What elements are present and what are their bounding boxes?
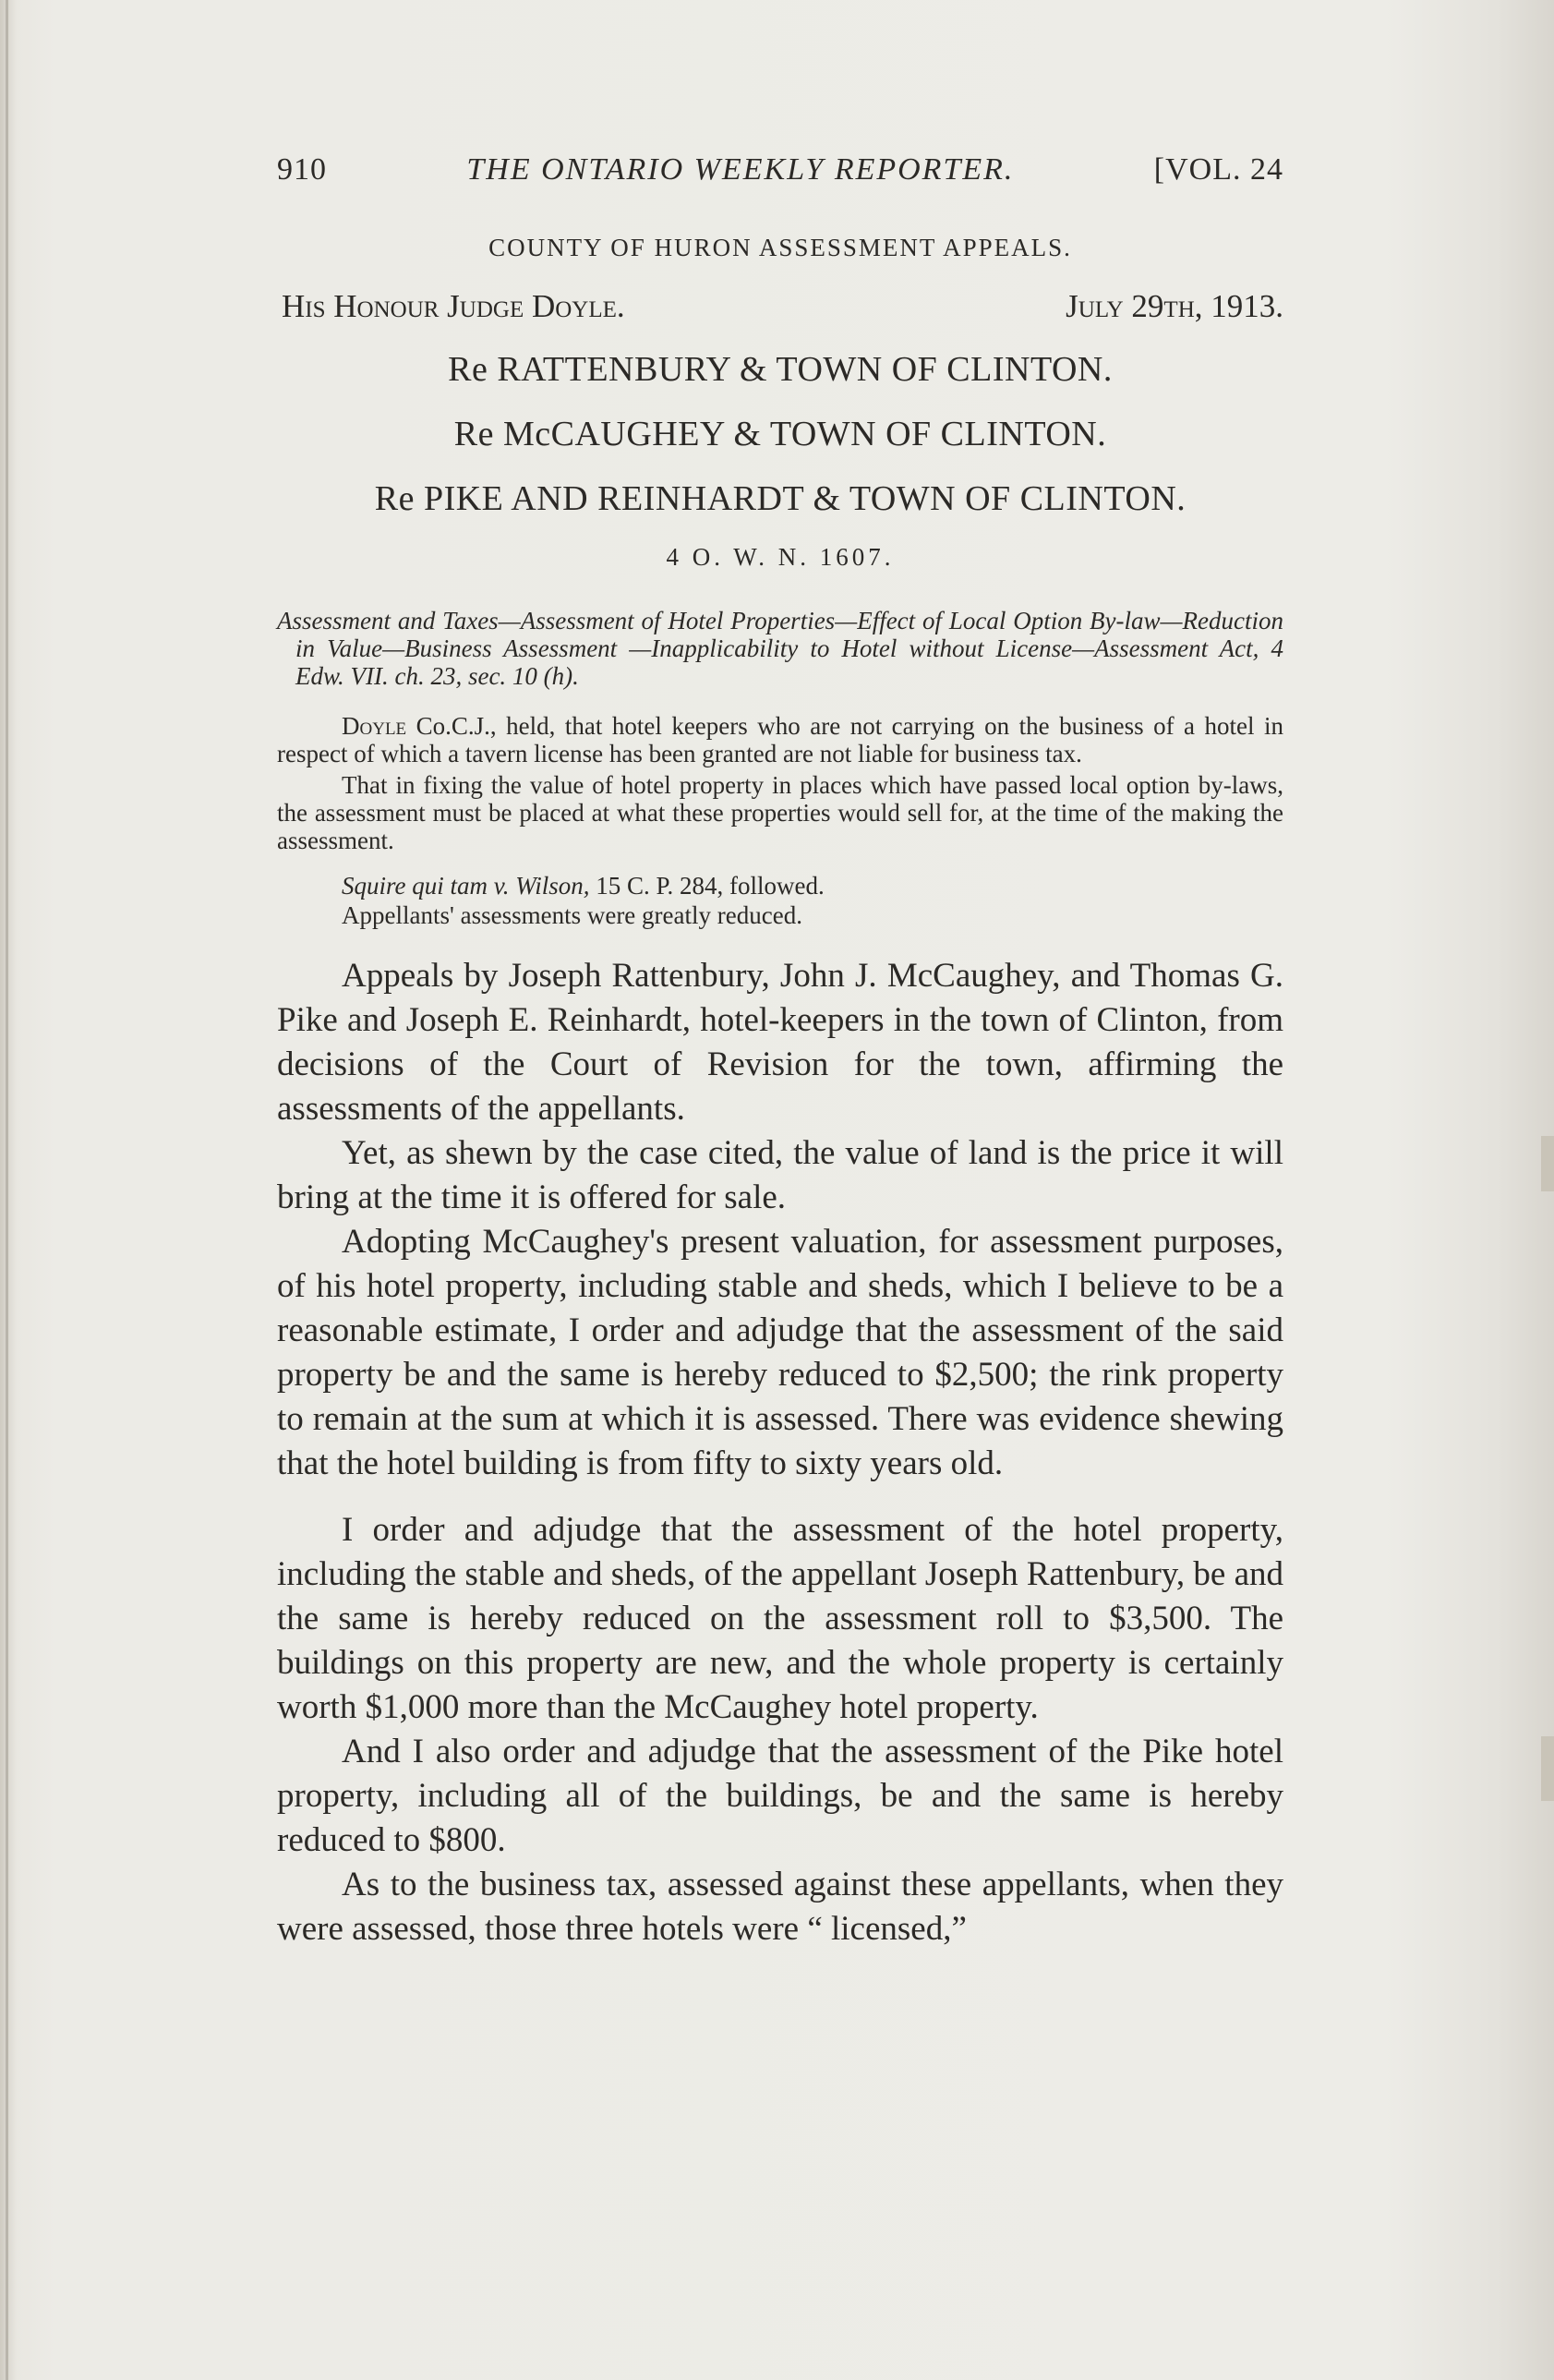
authority-case-cite: 15 C. P. 284, followed. [589, 872, 825, 900]
judge-name: His Honour Judge Doyle. [282, 288, 625, 324]
court-heading: COUNTY OF HURON ASSESSMENT APPEALS. [488, 234, 1072, 261]
judgment-body [277, 954, 1283, 1951]
case-title: Re McCAUGHEY & TOWN OF CLINTON. [453, 415, 1107, 453]
holding-judge: Doyle [342, 712, 407, 740]
page-content [277, 152, 1283, 1951]
body-paragraph: As to the business tax, assessed against these appellants, when they were assessed, those three hotels were “ licensed,” [277, 1866, 1283, 1948]
holding-paragraph [277, 712, 1283, 767]
page-edge-mark [1541, 1136, 1554, 1191]
case-title: Re RATTENBURY & TOWN OF CLINTON. [448, 350, 1113, 389]
body-paragraph: Adopting McCaughey's present valuation, for assessment purposes, of his hotel property, including stable and sheds, which I believe to be a reasonable estimate, I order and adjudge that the assessment of the said property be and the same is hereby reduced to $2,500; the rink property to remain at the sum at which it is assessed. There was evidence shewing that the hotel building is from fifty to sixty years old. [277, 1223, 1283, 1482]
volume-label: [VOL. 24 [1153, 152, 1283, 187]
authority-result: Appellants' assessments were greatly reduced. [342, 901, 802, 929]
headnote-catchwords: Assessment and Taxes—Assessment of Hotel Properties—Effect of Local Option By-law—Reduction in Value—Business Assessment —Inapplicability to Hotel without License—Assessment Act, 4 Edw. VII. ch. 23, sec. 10 (h). [277, 607, 1283, 690]
binding-gutter [6, 0, 8, 2380]
page-number: 910 [277, 152, 327, 187]
case-title: Re PIKE AND REINHARDT & TOWN OF CLINTON. [374, 479, 1187, 518]
holding-text: Co.C.J., held, that hotel keepers who are not carrying on the business of a hotel in respect of which a tavern license has been granted are not liable for business tax. [277, 712, 1283, 767]
publication-title: THE ONTARIO WEEKLY REPORTER. [466, 152, 1015, 187]
authority-case-name: Squire qui tam v. Wilson, [342, 872, 590, 900]
body-paragraph: Yet, as shewn by the case cited, the value of land is the price it will bring at the time it is offered for sale. [277, 1134, 1283, 1216]
authority-note [342, 871, 1283, 930]
authority-line [342, 871, 1283, 900]
body-paragraph: I order and adjudge that the assessment of the hotel property, including the stable and sheds, of the appellant Joseph Rattenbury, be and the same is hereby reduced on the assessment roll to $3,500. The buildings on this property are new, and the whole property is certainly worth $1,000 more than the McCaughey hotel property. [277, 1511, 1283, 1726]
page-edge-mark [1541, 1736, 1554, 1801]
holding-paragraph: That in fixing the value of hotel property in places which have passed local option by-laws, the assessment must be placed at what these properties would sell for, at the time of the making the assessment. [277, 771, 1283, 854]
decision-date: July 29th, 1913. [1066, 288, 1283, 324]
body-paragraph: And I also order and adjudge that the assessment of the Pike hotel property, including all of the buildings, be and the same is hereby reduced to $800. [277, 1733, 1283, 1859]
running-head [277, 152, 1283, 187]
judge-date-line [277, 288, 1283, 325]
body-paragraph: Appeals by Joseph Rattenbury, John J. McCaughey, and Thomas G. Pike and Joseph E. Reinhardt, hotel-keepers in the town of Clinton, from decisions of the Court of Revision for the town, affirming the assessments of the appellants. [277, 957, 1283, 1128]
report-citation: 4 O. W. N. 1607. [666, 543, 895, 571]
headnote-holding [277, 712, 1283, 854]
